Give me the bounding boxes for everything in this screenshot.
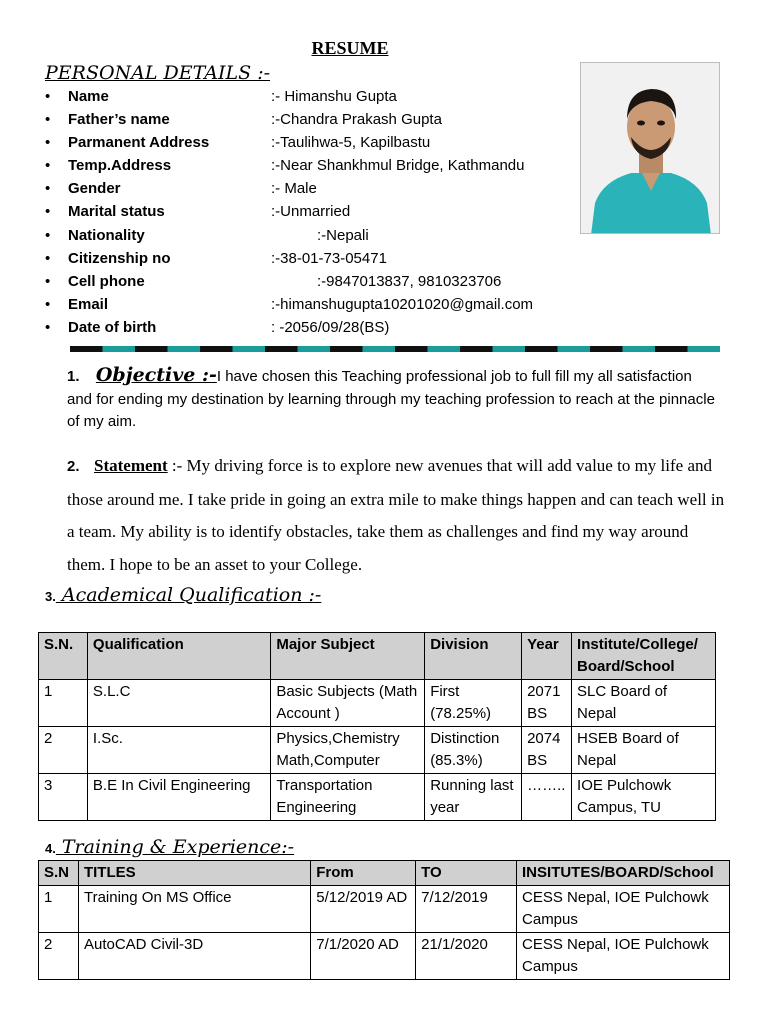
divider-segment — [103, 346, 136, 352]
personal-detail-label: Nationality — [68, 226, 145, 244]
table-cell: Running last year — [425, 774, 522, 821]
profile-photo — [580, 62, 720, 234]
divider-segment — [558, 346, 591, 352]
objective-section — [67, 364, 717, 434]
personal-detail-label: Temp.Address — [68, 157, 172, 175]
personal-detail-value: :- Male — [271, 180, 317, 198]
table-cell: Basic Subjects (Math Account ) — [271, 680, 425, 727]
bullet-icon: • — [45, 226, 51, 244]
academic-heading — [45, 584, 321, 606]
bullet-icon: • — [45, 134, 51, 152]
divider-segment — [233, 346, 266, 352]
personal-detail-value: :-Chandra Prakash Gupta — [271, 111, 442, 129]
table-cell: SLC Board of Nepal — [572, 680, 716, 727]
divider-segment — [265, 346, 298, 352]
table-cell: 3 — [39, 774, 88, 821]
personal-detail-value: : -2056/09/28(BS) — [271, 318, 390, 336]
personal-detail-label: Father’s name — [68, 111, 170, 129]
personal-detail-label: Date of birth — [68, 318, 157, 336]
divider-segment — [428, 346, 461, 352]
statement-number: 2. — [67, 458, 80, 475]
table-cell: Transportation Engineering — [271, 774, 425, 821]
divider-segment — [330, 346, 363, 352]
table-header-cell: Qualification — [87, 633, 270, 680]
personal-detail-label: Citizenship no — [68, 249, 171, 267]
objective-text: I have chosen this Teaching professional job to full fill my all satisfaction and for ending my destination by learning through my teaching profession to reach at the pinnacle of my aim. — [67, 368, 715, 430]
personal-detail-row — [45, 202, 585, 225]
academic-table — [38, 632, 716, 821]
personal-detail-value: :-Nepali — [317, 226, 369, 244]
personal-detail-value: :-Unmarried — [271, 203, 351, 221]
resume-title: RESUME — [311, 38, 389, 58]
divider-segment — [460, 346, 493, 352]
person-photo-icon — [581, 63, 720, 234]
personal-detail-row — [45, 133, 585, 156]
divider-segment — [688, 346, 721, 352]
statement-section — [67, 450, 727, 582]
table-cell: 7/12/2019 — [416, 886, 517, 933]
table-row — [39, 886, 730, 933]
table-header-cell: Major Subject — [271, 633, 425, 680]
training-table — [38, 860, 730, 980]
table-cell: 21/1/2020 — [416, 933, 517, 980]
personal-detail-value: :-Near Shankhmul Bridge, Kathmandu — [271, 157, 525, 175]
personal-details-list — [45, 87, 585, 341]
divider-segment — [493, 346, 526, 352]
personal-detail-row — [45, 179, 585, 202]
table-cell: First (78.25%) — [425, 680, 522, 727]
personal-detail-value: :-38-01-73-05471 — [271, 249, 387, 267]
personal-detail-row — [45, 87, 585, 110]
statement-label: Statement — [94, 456, 168, 475]
divider-segment — [298, 346, 331, 352]
table-header-cell: S.N. — [39, 633, 88, 680]
divider-segment — [525, 346, 558, 352]
personal-detail-label: Email — [68, 295, 109, 313]
bullet-icon: • — [45, 295, 51, 313]
personal-detail-row — [45, 318, 585, 341]
table-cell: Physics,Chemistry Math,Computer — [271, 727, 425, 774]
personal-detail-label: Cell phone — [68, 272, 145, 290]
personal-detail-label: Parmanent Address — [68, 134, 210, 152]
table-header-cell: Year — [522, 633, 572, 680]
table-row — [39, 727, 716, 774]
table-cell: I.Sc. — [87, 727, 270, 774]
personal-detail-label: Name — [68, 88, 109, 105]
table-cell: AutoCAD Civil-3D — [78, 933, 310, 980]
table-cell: 1 — [39, 886, 79, 933]
table-header-cell: From — [311, 861, 416, 886]
table-header-cell: S.N — [39, 861, 79, 886]
objective-label: Objective :- — [95, 364, 217, 386]
bullet-icon: • — [45, 111, 51, 129]
training-heading-text: Training & Experience:- — [55, 836, 295, 858]
table-cell: 2 — [39, 727, 88, 774]
training-heading — [45, 836, 294, 858]
table-cell: Training On MS Office — [78, 886, 310, 933]
divider-segment — [200, 346, 233, 352]
divider-segment — [135, 346, 168, 352]
training-number: 4. — [45, 841, 56, 856]
personal-detail-row — [45, 272, 585, 295]
table-cell: 2071 BS — [522, 680, 572, 727]
table-row — [39, 774, 716, 821]
personal-detail-row — [45, 110, 585, 133]
personal-detail-value: :-Taulihwa-5, Kapilbastu — [271, 134, 431, 152]
table-cell: 5/12/2019 AD — [311, 886, 416, 933]
academic-heading-text: Academical Qualification :- — [55, 584, 322, 606]
personal-details-heading: PERSONAL DETAILS :- — [45, 62, 271, 84]
bullet-icon: • — [45, 203, 51, 221]
bullet-icon: • — [45, 272, 51, 290]
divider-segment — [623, 346, 656, 352]
statement-text: :- My driving force is to explore new avenues that will add value to my life and those around me. I take pride in going an extra mile to make things happen and can teach well in a team. My ability is to identify obstacles, take them as challenges and find my way around them. I hope to be an asset to your College. — [67, 456, 725, 575]
table-cell: B.E In Civil Engineering — [87, 774, 270, 821]
personal-detail-row — [45, 156, 585, 179]
table-row — [39, 680, 716, 727]
table-cell: 2 — [39, 933, 79, 980]
divider-segment — [655, 346, 688, 352]
divider-segment — [168, 346, 201, 352]
divider-segment — [590, 346, 623, 352]
table-header-cell: Institute/College/ Board/School — [572, 633, 716, 680]
table-cell: CESS Nepal, IOE Pulchowk Campus — [517, 886, 730, 933]
personal-detail-value: :-himanshugupta10201020@gmail.com — [271, 295, 534, 313]
table-header-cell: TO — [416, 861, 517, 886]
table-cell: 1 — [39, 680, 88, 727]
personal-detail-row — [45, 226, 585, 249]
objective-number: 1. — [67, 368, 80, 385]
personal-detail-value: :-9847013837, 9810323706 — [317, 272, 502, 290]
table-cell: 7/1/2020 AD — [311, 933, 416, 980]
personal-detail-row — [45, 249, 585, 272]
table-cell: 2074 BS — [522, 727, 572, 774]
personal-detail-label: Marital status — [68, 203, 165, 221]
divider-segment — [363, 346, 396, 352]
personal-detail-value: :- Himanshu Gupta — [271, 88, 397, 105]
table-cell: HSEB Board of Nepal — [572, 727, 716, 774]
table-header-cell: INSITUTES/BOARD/School — [517, 861, 730, 886]
personal-detail-label: Gender — [68, 180, 121, 198]
bullet-icon: • — [45, 249, 51, 267]
section-divider — [70, 346, 720, 352]
table-cell: IOE Pulchowk Campus, TU — [572, 774, 716, 821]
bullet-icon: • — [45, 318, 51, 336]
bullet-icon: • — [45, 88, 51, 105]
divider-segment — [70, 346, 103, 352]
table-cell: Distinction (85.3%) — [425, 727, 522, 774]
table-header-cell: TITLES — [78, 861, 310, 886]
table-cell: …….. — [522, 774, 572, 821]
bullet-icon: • — [45, 157, 51, 175]
academic-number: 3. — [45, 589, 56, 604]
table-header-cell: Division — [425, 633, 522, 680]
table-cell: CESS Nepal, IOE Pulchowk Campus — [517, 933, 730, 980]
table-row — [39, 933, 730, 980]
divider-segment — [395, 346, 428, 352]
personal-detail-row — [45, 295, 585, 318]
table-cell: S.L.C — [87, 680, 270, 727]
bullet-icon: • — [45, 180, 51, 198]
